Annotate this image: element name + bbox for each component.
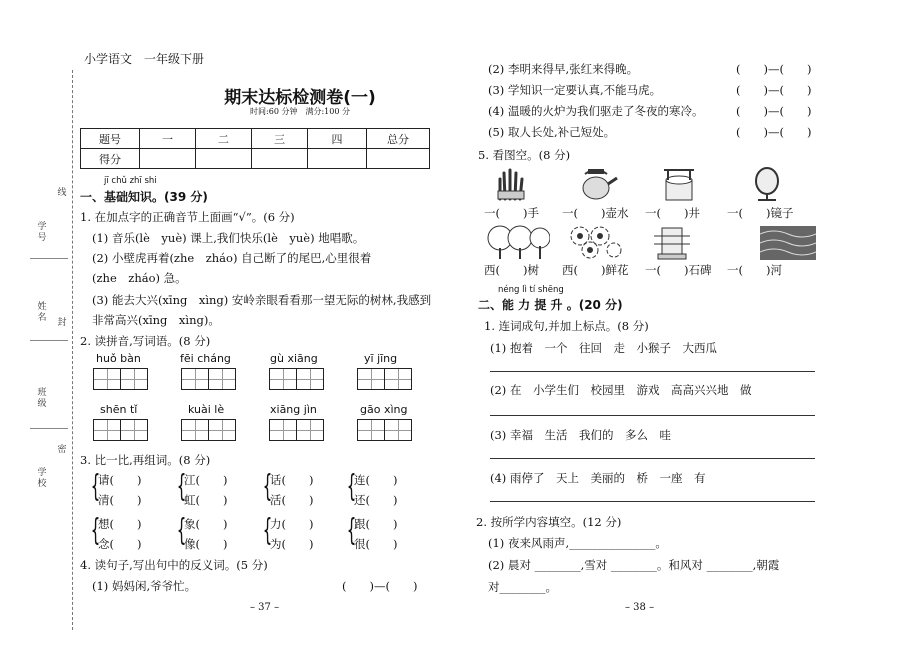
blank-line	[30, 428, 68, 429]
page-number-right: – 38 –	[625, 602, 655, 613]
s2-q1-text: 1. 连词成句,并加上标点。(8 分)	[484, 319, 649, 333]
score-table	[80, 128, 430, 169]
s2-q2-line2[interactable]: (2) 晨对 ________,雪对 ________。和风对 ________,朝霞	[488, 558, 780, 572]
label-class: 班级	[37, 388, 47, 409]
score-cell: 四	[308, 129, 367, 149]
fill-item[interactable]: 西( )鲜花	[562, 263, 629, 277]
compare-item: 想( )	[98, 517, 142, 531]
q4-line5: (5) 取人长处,补己短处。	[488, 125, 616, 139]
q3-text: 3. 比一比,再组词。(8 分)	[80, 453, 211, 467]
stele-icon	[652, 224, 692, 260]
label-student-id: 学号	[37, 222, 47, 243]
compare-item: 虹( )	[184, 493, 228, 507]
exam-title: 期末达标检测卷(一)	[224, 88, 376, 108]
score-cell: 二	[196, 129, 252, 149]
score-cell: 总分	[367, 129, 430, 149]
score-cell: 三	[252, 129, 308, 149]
pinyin-label: gāo xìng	[360, 403, 408, 416]
brace: {	[176, 469, 187, 504]
pinyin-label: xiāng jìn	[270, 403, 317, 416]
writing-grid[interactable]	[270, 419, 324, 441]
mirror-icon	[750, 166, 784, 202]
q2-text: 2. 读拼音,写词语。(8 分)	[80, 334, 211, 348]
brace: {	[176, 513, 187, 548]
q4-line3: (3) 学知识一定要认真,不能马虎。	[488, 83, 662, 97]
fill-item[interactable]: 一( )井	[645, 206, 700, 220]
subject-header: 小学语文 一年级下册	[84, 52, 205, 66]
label-school: 学校	[37, 468, 47, 489]
q1-line4: (3) 能去大兴(xīng xìng) 安岭亲眼看看那一望无际的树林,我感到	[92, 293, 432, 307]
kettle-icon	[578, 166, 618, 202]
section2-heading: 二、能 力 提 升 。(20 分)	[478, 298, 623, 312]
label-name: 姓名	[37, 302, 47, 323]
compare-item: 很( )	[354, 537, 398, 551]
flowers-icon	[566, 224, 626, 260]
compare-item: 活( )	[270, 493, 314, 507]
blank-line	[30, 258, 68, 259]
binding-mark-mi: 密	[57, 445, 67, 455]
writing-grid[interactable]	[94, 419, 148, 441]
river-icon	[760, 226, 816, 260]
brace: {	[346, 469, 357, 504]
brace: {	[262, 469, 273, 504]
section1-pinyin: jī chǔ zhī shi	[104, 176, 157, 186]
compare-item: 像( )	[184, 537, 228, 551]
answer-line[interactable]	[490, 415, 815, 416]
q4-line1: (1) 妈妈闲,爷爷忙。	[92, 579, 197, 593]
compare-item: 念( )	[98, 537, 142, 551]
score-input-cell[interactable]	[196, 149, 252, 169]
score-input-cell[interactable]	[140, 149, 196, 169]
writing-grid[interactable]	[358, 368, 412, 390]
exam-meta: 时间:60 分钟 满分:100 分	[250, 107, 350, 116]
trees-icon	[486, 224, 550, 260]
score-input-cell[interactable]	[252, 149, 308, 169]
q4-answer[interactable]: ( )—( )	[736, 62, 812, 76]
q4-answer[interactable]: ( )—( )	[736, 125, 812, 139]
score-header-row	[81, 129, 430, 149]
s2-q1-item: (3) 幸福 生活 我们的 多么 哇	[490, 428, 671, 442]
score-cell: 一	[140, 129, 196, 149]
fill-item[interactable]: 西( )树	[484, 263, 539, 277]
writing-grid[interactable]	[182, 368, 236, 390]
compare-item: 还( )	[354, 493, 398, 507]
s2-q2-line3[interactable]: 对________。	[488, 580, 557, 594]
fill-item[interactable]: 一( )镜子	[727, 206, 794, 220]
binding-mark-feng: 封	[57, 318, 67, 328]
compare-item: 请( )	[98, 473, 142, 487]
fill-item[interactable]: 一( )手	[484, 206, 539, 220]
answer-line[interactable]	[490, 501, 815, 502]
score-input-cell[interactable]	[308, 149, 367, 169]
blank-line	[30, 340, 68, 341]
fill-item[interactable]: 一( )河	[727, 263, 782, 277]
q4-line2: (2) 李明来得早,张红来得晚。	[488, 62, 639, 76]
score-cell: 题号	[81, 129, 140, 149]
page-number-left: – 37 –	[250, 602, 280, 613]
compare-item: 清( )	[98, 493, 142, 507]
compare-item: 江( )	[184, 473, 228, 487]
pinyin-label: huǒ bàn	[96, 352, 141, 365]
brace: {	[90, 469, 101, 504]
fill-item[interactable]: 一( )石碑	[645, 263, 712, 277]
q1-text: 1. 在加点字的正确音节上面画“√”。(6 分)	[80, 210, 295, 224]
q4-answer[interactable]: ( )—( )	[342, 579, 418, 593]
q4-answer[interactable]: ( )—( )	[736, 83, 812, 97]
score-value-row	[81, 149, 430, 169]
pinyin-label: fēi cháng	[180, 352, 231, 365]
compare-item: 话( )	[270, 473, 314, 487]
section2-pinyin: néng lì tí shēng	[498, 285, 564, 295]
s2-q1-item: (4) 雨停了 天上 美丽的 桥 一座 有	[490, 471, 706, 485]
writing-grid[interactable]	[358, 419, 412, 441]
score-cell: 得分	[81, 149, 140, 169]
writing-grid[interactable]	[182, 419, 236, 441]
compare-item: 象( )	[184, 517, 228, 531]
s2-q2-text: 2. 按所学内容填空。(12 分)	[476, 515, 622, 529]
compare-item: 连( )	[354, 473, 398, 487]
section1-heading: 一、基础知识。(39 分)	[80, 190, 208, 204]
s2-q2-line1[interactable]: (1) 夜来风雨声,_______________。	[488, 536, 667, 550]
fill-item[interactable]: 一( )壶水	[562, 206, 629, 220]
hands-icon	[492, 165, 532, 201]
q1-line1: (1) 音乐(lè yuè) 课上,我们快乐(lè yuè) 地唱歌。	[92, 231, 365, 245]
answer-line[interactable]	[490, 458, 815, 459]
compare-item: 跟( )	[354, 517, 398, 531]
s2-q1-item: (1) 抱着 一个 往回 走 小猴子 大西瓜	[490, 341, 717, 355]
pinyin-label: kuài lè	[188, 403, 225, 416]
brace: {	[90, 513, 101, 548]
writing-grid[interactable]	[270, 368, 324, 390]
q4-answer[interactable]: ( )—( )	[736, 104, 812, 118]
q1-line5: 非常高兴(xīng xìng)。	[92, 313, 220, 327]
binding-mark-xian: 线	[57, 188, 67, 198]
pinyin-label: gù xiāng	[270, 352, 318, 365]
binding-line	[72, 70, 73, 630]
answer-line[interactable]	[490, 371, 815, 372]
pinyin-label: yī jīng	[364, 352, 398, 365]
compare-item: 为( )	[270, 537, 314, 551]
pinyin-label: shēn tǐ	[100, 403, 138, 416]
q1-line2: (2) 小壁虎再着(zhe zháo) 自己断了的尾巴,心里很着	[92, 251, 372, 265]
q4-line4: (4) 温暖的火炉为我们驱走了冬夜的寒冷。	[488, 104, 704, 118]
score-input-cell[interactable]	[367, 149, 430, 169]
q4-text: 4. 读句子,写出句中的反义词。(5 分)	[80, 558, 268, 572]
writing-grid[interactable]	[94, 368, 148, 390]
brace: {	[262, 513, 273, 548]
s2-q1-item: (2) 在 小学生们 校园里 游戏 高高兴兴地 做	[490, 383, 752, 397]
q5-text: 5. 看图空。(8 分)	[478, 148, 571, 162]
q1-line3: (zhe zháo) 急。	[92, 271, 187, 285]
brace: {	[346, 513, 357, 548]
compare-item: 力( )	[270, 517, 314, 531]
well-icon	[660, 166, 700, 202]
